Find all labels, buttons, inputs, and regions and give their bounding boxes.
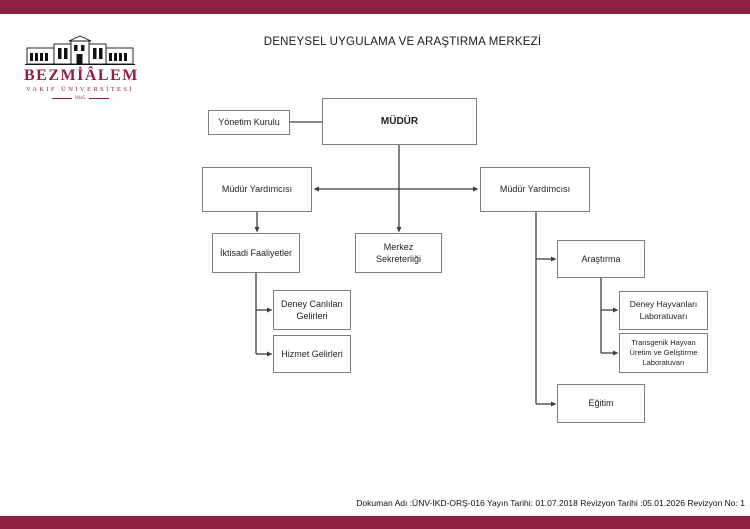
org-node-hizmet-gelirleri xyxy=(273,335,351,373)
logo-name: BEZMİÂLEM xyxy=(24,67,139,84)
org-node-merkez-sekreterligi xyxy=(355,233,442,273)
org-node-label: Hizmet Gelirleri xyxy=(281,348,343,359)
logo-subtitle: VAKIF ÜNİVERSİTESİ xyxy=(26,86,134,93)
org-node-label: Araştırma xyxy=(581,253,621,264)
org-node-deney-hayvanlari-laboratuvari xyxy=(619,291,708,330)
org-node-transgenik-hayvan-laboratuvari xyxy=(619,333,708,373)
org-node-mudur xyxy=(322,98,477,145)
org-node-yonetim-kurulu xyxy=(208,110,290,135)
bottom-accent-bar xyxy=(0,516,750,529)
org-node-egitim xyxy=(557,384,645,423)
org-node-deney-canlilari-gelirleri xyxy=(273,290,351,330)
org-node-arastirma xyxy=(557,240,645,278)
org-node-label: Eğitim xyxy=(588,398,614,409)
org-node-label: Yönetim Kurulu xyxy=(218,117,280,128)
org-node-mudur-yardimcisi-sag xyxy=(480,167,590,212)
org-node-iktisadi-faaliyetler xyxy=(212,233,300,273)
org-node-label: Transgenik Hayvan Üretim ve Geliştirme Laboratuvarı xyxy=(629,337,698,368)
org-node-mudur-yardimcisi-sol xyxy=(202,167,312,212)
org-node-label: Müdür Yardımcısı xyxy=(499,184,571,195)
org-node-label: Deney Canlıları Gelirleri xyxy=(280,298,344,321)
document-info: Dokuman Adı :ÜNV-İKD-ORŞ-016 Yayın Tarihi: 01.07.2018 Revizyon Tarihi :05.01.2026 Revizyon No: 1 xyxy=(356,498,745,508)
org-node-label: Deney Hayvanları Laboratuvarı xyxy=(629,299,698,321)
org-node-label: Müdür Yardımcısı xyxy=(221,184,293,195)
page-title: DENEYSEL UYGULAMA VE ARAŞTIRMA MERKEZİ xyxy=(263,36,542,48)
logo-year-text: 1845 xyxy=(74,95,86,101)
org-node-label: MÜDÜR xyxy=(380,115,419,127)
org-node-label: Merkez Sekreterliği xyxy=(375,241,422,264)
org-node-label: İktisadi Faaliyetler xyxy=(219,247,293,258)
